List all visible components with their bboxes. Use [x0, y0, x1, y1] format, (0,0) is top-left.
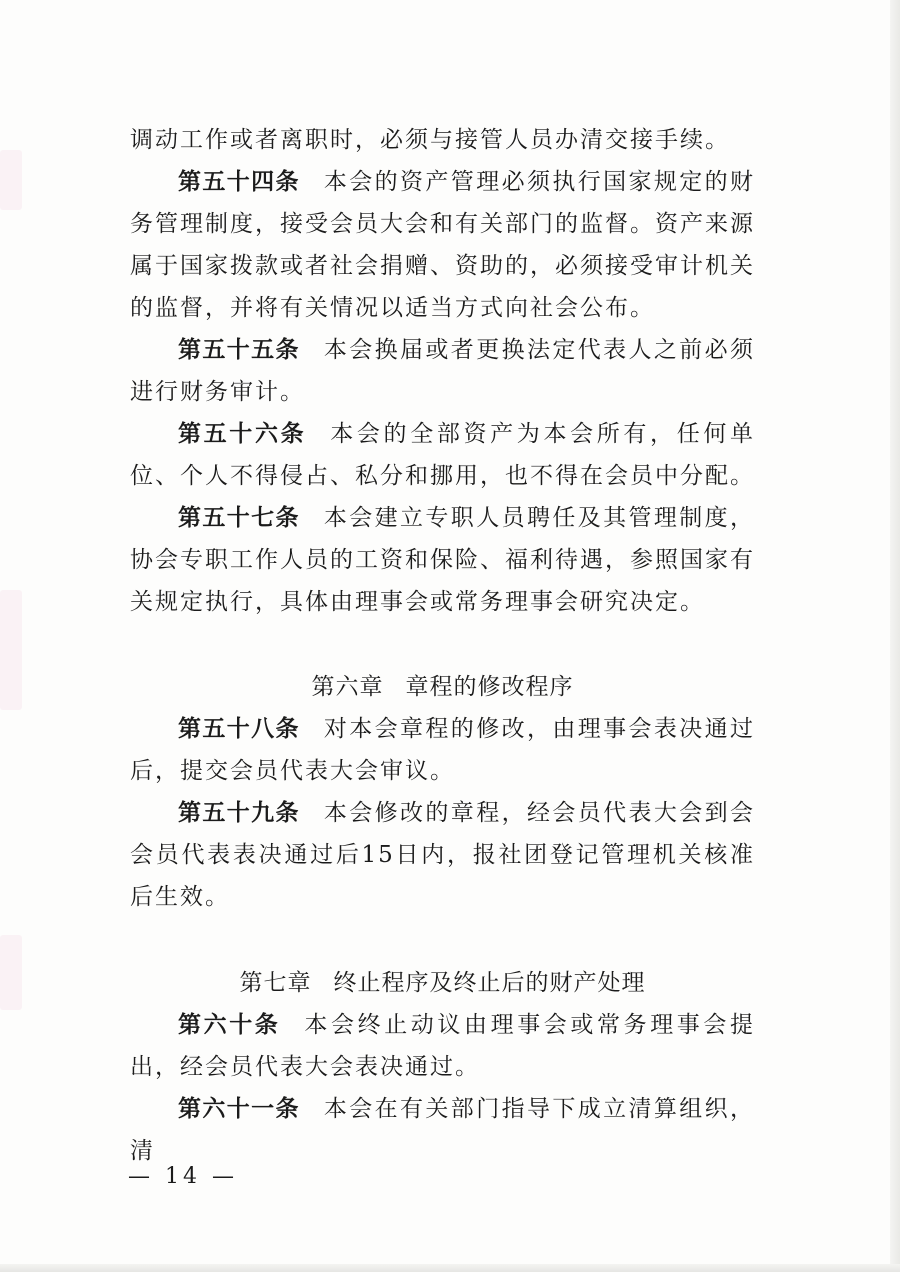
stamp-bleed-mark: [0, 150, 22, 210]
article-55: [130, 329, 755, 413]
page-bottom-edge: [0, 1264, 900, 1272]
chapter-title: 终止程序及终止后的财产处理: [333, 970, 646, 996]
article-number: 第五十九条: [178, 800, 300, 826]
article-text: 本会的全部资产为本会所有，任何单位、个人不得侵占、私分和挪用，也不得在会员中分配。: [130, 421, 756, 489]
article-56: [130, 413, 755, 497]
article-text: 本会修改的章程，经会员代表大会到会会员代表表决通过后15日内，报社团登记管理机关核准后生效。: [130, 800, 756, 910]
article-number: 第五十五条: [178, 337, 300, 363]
paragraph-continuation: 调动工作或者离职时，必须与接管人员办清交接手续。: [130, 127, 730, 153]
article-number: 第六十条: [178, 1012, 281, 1038]
article-text: 本会换届或者更换法定代表人之前必须进行财务审计。: [130, 337, 756, 405]
article-text: 本会建立专职人员聘任及其管理制度，协会专职工作人员的工资和保险、福利待遇，参照国家有关规定执行，具体由理事会或常务理事会研究决定。: [130, 505, 756, 615]
article-60: [130, 1004, 755, 1088]
chapter-heading-7: [130, 962, 755, 1004]
page-number: — 14 —: [128, 1164, 238, 1189]
article-number: 第五十七条: [178, 505, 300, 531]
article-number: 第五十六条: [178, 421, 307, 447]
chapter-heading-6: [130, 666, 755, 708]
chapter-number: 第七章: [239, 970, 312, 996]
stamp-bleed-mark: [0, 590, 22, 710]
article-57: [130, 497, 755, 623]
chapter-number: 第六章: [311, 674, 384, 700]
article-54: [130, 161, 755, 329]
article-text: 本会终止动议由理事会或常务理事会提出，经会员代表大会表决通过。: [130, 1012, 756, 1080]
page-edge-shadow: [890, 0, 900, 1272]
article-text: 本会在有关部门指导下成立清算组织，清: [130, 1096, 756, 1164]
article-number: 第五十四条: [178, 169, 300, 195]
article-text: 本会的资产管理必须执行国家规定的财务管理制度，接受会员大会和有关部门的监督。资产来源属于国家拨款或者社会捐赠、资助的，必须接受审计机关的监督，并将有关情况以适当方式向社会公布。: [130, 169, 756, 321]
article-number: 第五十八条: [178, 716, 300, 742]
article-61: [130, 1088, 755, 1172]
article-number: 第六十一条: [178, 1096, 300, 1122]
stamp-bleed-mark: [0, 935, 22, 1010]
chapter-title: 章程的修改程序: [405, 674, 574, 700]
article-text: 对本会章程的修改，由理事会表决通过后，提交会员代表大会审议。: [130, 716, 756, 784]
article-59: [130, 792, 755, 918]
article-58: [130, 708, 755, 792]
